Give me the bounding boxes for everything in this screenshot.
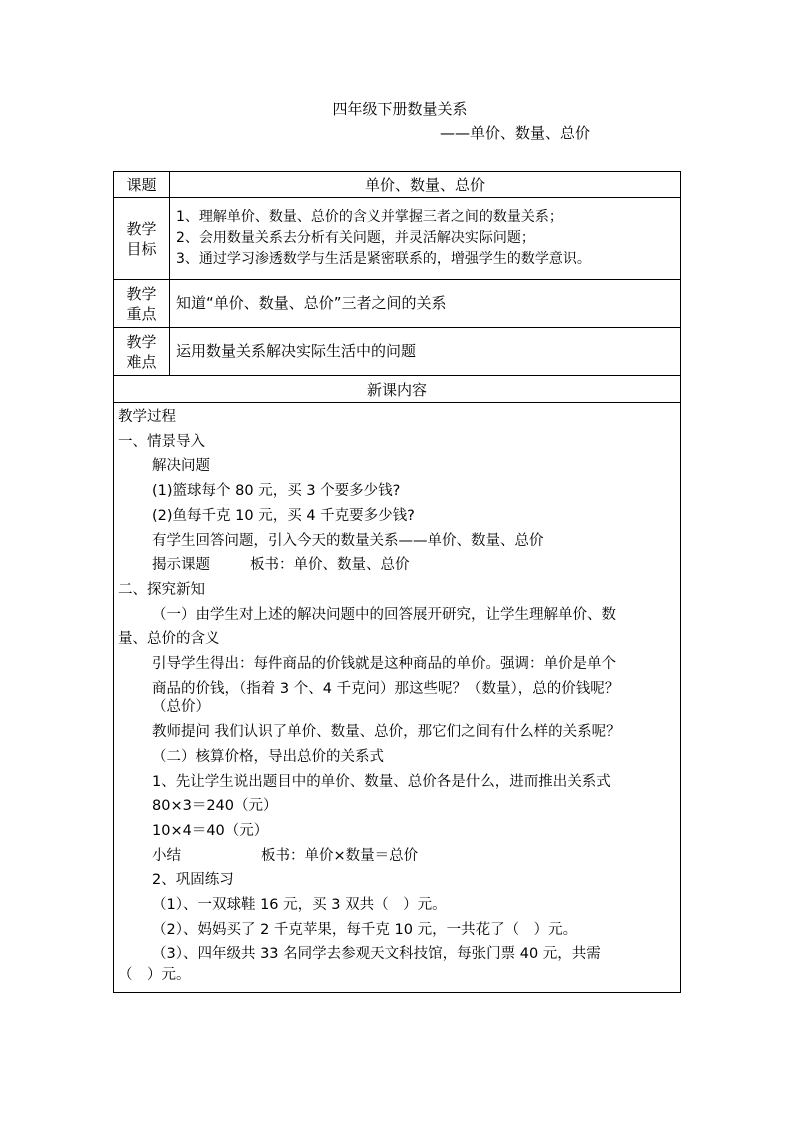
text-line: 引导学生得出：每件商品的价钱就是这种商品的单价。强调：单价是单个 [152, 656, 616, 673]
text-line: 解决问题 [152, 458, 210, 475]
doc-subtitle: ——单价、数量、总价 [440, 124, 591, 142]
key-value: 知道“单价、数量、总价”三者之间的关系 [170, 280, 681, 328]
exercise-line: （ ）元。 [118, 967, 191, 984]
process-row [114, 403, 681, 993]
key-label: 教学 重点 [114, 280, 170, 328]
text-line: （一）由学生对上述的解决问题中的回答展开研究，让学生理解单价、数 [152, 606, 616, 623]
text-line: 量、总价的含义 [118, 631, 220, 648]
text-line: 教师提问 我们认识了单价、数量、总价，那它们之间有什么样的关系呢？ [152, 724, 621, 741]
goal-item: 3、通过学习渗透数学与生活是紧密联系的，增强学生的数学意识。 [176, 251, 591, 267]
key-row [114, 280, 681, 328]
goal-label: 教学 目标 [114, 198, 170, 280]
exercise-line: （1）、一双球鞋 16 元，买 3 双共（ ）元。 [152, 897, 447, 914]
topic-label: 课题 [114, 172, 170, 198]
text-line: 1、先让学生说出题目中的单价、数量、总价各是什么，进而推出关系式 [152, 773, 611, 790]
difficulty-value: 运用数量关系解决实际生活中的问题 [170, 328, 681, 376]
difficulty-label: 教学 难点 [114, 328, 170, 376]
goal-list [170, 198, 681, 280]
equation-line: 80×3＝240（元） [152, 798, 278, 815]
equation-line: 10×4＝40（元） [152, 822, 269, 839]
section-heading: 一、情景导入 [118, 433, 205, 450]
lesson-plan-table [113, 171, 681, 993]
doc-title: 四年级下册数量关系 [332, 100, 468, 118]
process-heading: 教学过程 [118, 409, 176, 425]
process-content [114, 403, 681, 993]
topic-value: 单价、数量、总价 [170, 172, 681, 198]
question-1: (1)篮球每个 80 元，买 3 个要多少钱? [152, 483, 401, 500]
text-line: （总价） [152, 699, 210, 716]
text-line: 有学生回答问题，引入今天的数量关系——单价、数量、总价 [152, 532, 544, 549]
text-line: （二）核算价格，导出总价的关系式 [152, 748, 384, 765]
new-content-row [114, 376, 681, 403]
text-line: 2、巩固练习 [152, 872, 234, 889]
text-line: 小结 板书：单价×数量＝总价 [152, 847, 419, 864]
text-line: 商品的价钱，（指着 3 个、4 千克问）那这些呢？（数量），总的价钱呢？ [152, 680, 620, 697]
text-line: 揭示课题 板书：单价、数量、总价 [152, 557, 410, 574]
question-2: (2)鱼每千克 10 元，买 4 千克要多少钱? [152, 507, 415, 524]
exercise-line: （3）、四年级共 33 名同学去参观天文科技馆，每张门票 40 元，共需 [152, 946, 601, 963]
goal-item: 1、理解单价、数量、总价的含义并掌握三者之间的数量关系； [176, 209, 563, 225]
goal-item: 2、会用数量关系去分析有关问题，并灵活解决实际问题； [176, 230, 535, 246]
topic-row [114, 172, 681, 198]
exercise-line: （2）、妈妈买了 2 千克苹果，每千克 10 元，一共花了（ ）元。 [152, 921, 578, 938]
goal-row [114, 198, 681, 280]
new-content-label: 新课内容 [114, 376, 681, 403]
section-heading: 二、探究新知 [118, 581, 205, 598]
difficulty-row [114, 328, 681, 376]
